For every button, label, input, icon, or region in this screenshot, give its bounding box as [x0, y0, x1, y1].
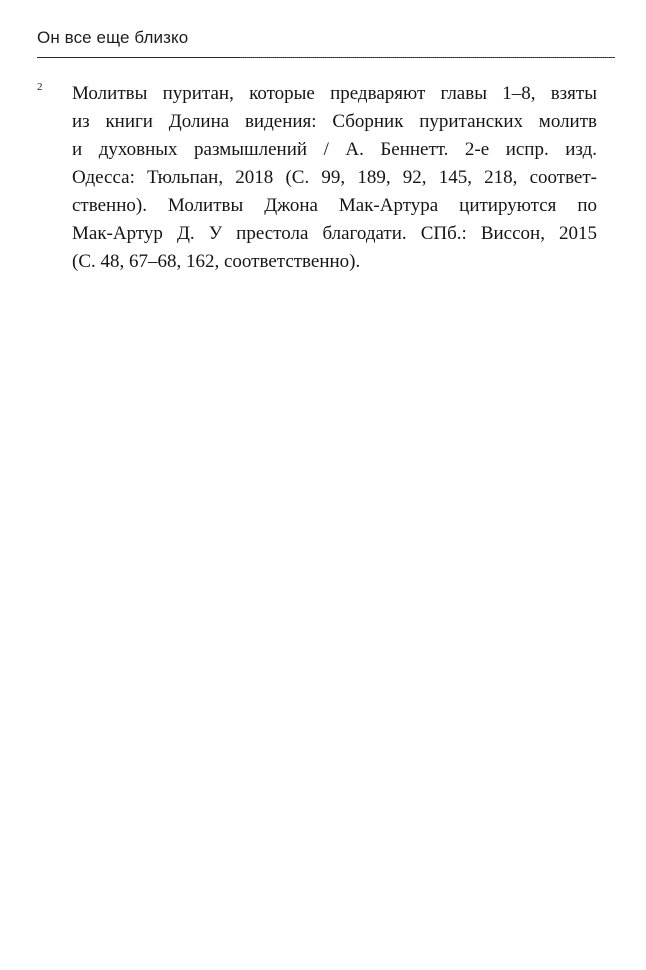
- footnote-line: Одесса: Тюльпан, 2018 (С. 99, 189, 92, 145, 218, соответ-: [72, 167, 597, 188]
- footnote-line: (С. 48, 67–68, 162, соответственно).: [72, 251, 361, 272]
- header-rule-dotted: [240, 57, 615, 58]
- running-header: Он все еще близко: [37, 28, 189, 47]
- footnote-line: Молитвы пуритан, которые предваряют главы 1–8, взяты: [72, 83, 597, 104]
- footnote-text: [72, 80, 597, 276]
- footnote-marker: 2: [37, 81, 43, 93]
- footnote-line: из книги Долина видения: Сборник пуританских молитв: [72, 111, 597, 132]
- footnote-line: и духовных размышлений / А. Беннетт. 2-е испр. изд.: [72, 139, 597, 160]
- footnote-line: ственно). Молитвы Джона Мак-Артура цитируются по: [72, 195, 597, 216]
- footnote-line: Мак-Артур Д. У престола благодати. СПб.: Виссон, 2015: [72, 223, 597, 244]
